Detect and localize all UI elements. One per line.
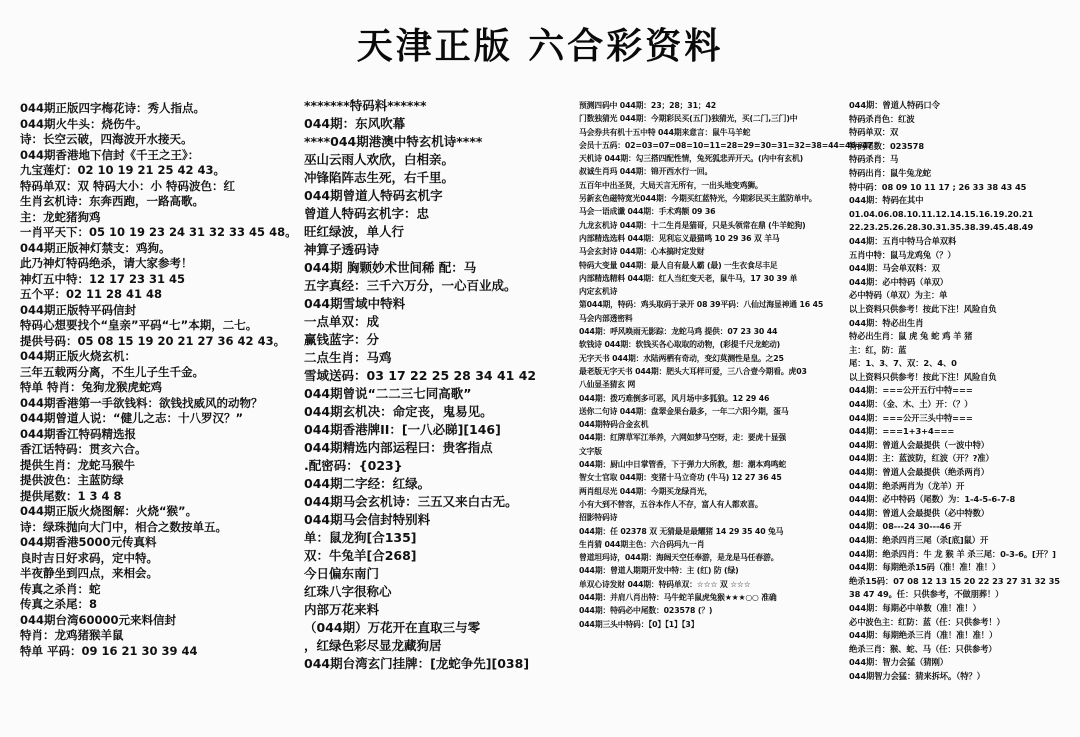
text-line: 044期曾道人说：“健儿之志：十八罗汉？”: [20, 411, 244, 425]
text-line: 044期正版特平码信封: [20, 302, 137, 317]
text-line: 马会玄封诗 044期：心本搞时定发财: [579, 247, 705, 257]
text-line: 044期：红牌草军江举养，六网如梦马空呀，走：要虎十显强: [579, 433, 786, 443]
text-line: 两肖组尽光 044期：今期买龙绿肖光，: [579, 486, 713, 496]
text-line: 雪域送码：03 17 22 25 28 34 41 42: [304, 368, 537, 383]
text-line: 044期香港牌II：[一八必睇][146]: [304, 422, 501, 437]
text-line: 第044期，特码：鸡头取码于录开 08 39平码：八仙过海显神通 16 45: [579, 300, 824, 310]
text-line: 044期：曾道人会最提供（绝杀两肖）: [849, 467, 989, 478]
text-line: 主：红，防：蓝: [849, 344, 907, 355]
text-line: 无字天书 044期：水陆两栖有奇动，变幻莫测性是皇。之25: [579, 353, 784, 363]
text-line: 提供号码：05 08 15 19 20 21 27 36 42 43。: [20, 333, 286, 348]
text-line: 主：龙蛇猪狗鸡: [20, 209, 101, 224]
text-line: 044期：主：蓝波防，红波（开？?准）: [849, 453, 994, 464]
text-line: 044期正版火烧图解：火烧“猴”。: [20, 504, 198, 518]
text-line: 传真之杀肖：蛇: [20, 581, 101, 596]
text-line: 044期正版四字梅花诗：秀人指点。: [20, 101, 206, 115]
text-line: 旺红绿波，单人行: [304, 224, 405, 239]
text-line: 提供生肖：龙蛇马猴牛: [20, 457, 135, 472]
text-line: 044期：===公开五行中特===: [849, 385, 973, 396]
text-line: 044期：（金、木、土）开：（？）: [849, 399, 973, 410]
text-line: 044期香港第一手欲钱料：欲钱找威风的动物？: [20, 395, 263, 410]
text-line: 以上资料只供参考！按此下注！风险自负: [849, 303, 997, 314]
text-line: 必中波色主：红防：蓝（任：只供参考！）: [849, 616, 1005, 627]
text-line: 提供波色：主蓝防绿: [20, 473, 124, 487]
text-line: 044期马会玄机诗：三五又来白古无。: [304, 494, 518, 509]
text-line: 马会券共有机十五中特 044期来意言：鼠牛马羊蛇: [579, 127, 751, 137]
text-line: 绝杀三肖：猴、蛇、马（任：只供参考）: [849, 643, 997, 654]
text-line: 044期 胸颗妙术世间稀 配：马: [304, 260, 477, 275]
text-line: 特单 特肖：兔狗龙猴虎蛇鸡: [20, 380, 163, 394]
text-line: 044期：每期绝杀三肖（准！准！准！）: [849, 630, 998, 641]
text-line: 冲锋陷阵志生死，右千里。: [304, 170, 455, 185]
text-line: *******特码料******: [304, 98, 427, 113]
text-line: 诗：绿珠抛向大门中，相合之数按单五。: [20, 519, 227, 534]
text-line: 特中码：08 09 10 11 17 ; 26 33 38 43 45: [849, 181, 1027, 192]
text-line: 预测四码中 044期：23；28；31；42: [579, 101, 717, 110]
text-line: 半夜静坐到四点，来相会。: [20, 566, 158, 580]
text-line: 044期：08---24 30---46 开: [849, 521, 962, 532]
text-line: 招影特码诗: [579, 513, 618, 523]
text-line: 044期香港地下信封《千王之王》：: [20, 147, 200, 162]
text-line: 生肖猜 044期主色：六合码玛九一肖: [579, 539, 705, 549]
text-line: 巫山云雨人欢欣，白相亲。: [304, 152, 455, 167]
text-line: 绝杀15码：07 08 12 13 15 20 22 23 27 31 32 35: [849, 575, 1060, 586]
text-line: 044期：任 02378 双 无猜最是最耀猪 14 29 35 40 兔马: [579, 526, 784, 536]
text-line: 今日偏东南门: [304, 566, 380, 581]
text-line: 叔诚生肖玛 044期：锦开西水行一回。: [579, 167, 713, 177]
text-line: 特码出肖：鼠牛兔龙蛇: [849, 167, 931, 178]
text-line: 特单 平码：09 16 21 30 39 44: [20, 643, 198, 658]
text-line: 044期曾说“二二三七同高歌”: [304, 386, 472, 401]
text-line: ，红绿色彩尽显龙藏狗居: [304, 638, 442, 653]
text-line: 044期三头中特码：【0】【1】【3】: [579, 619, 699, 629]
text-line: 诗：长空云破，四海波开水接天。: [20, 132, 193, 146]
column-4: [849, 99, 1075, 684]
text-line: 九龙玄机诗 044期：十二生肖是猫哥，只是头领常在鼎 (牛羊蛇狗): [579, 220, 806, 230]
text-line: 044期：曾道人会最提供（一波中特）: [849, 439, 989, 450]
text-line: 044期：必中特码（尾数）为：1-4-5-6-7-8: [849, 494, 1016, 505]
text-line: 044期：===公开三头中特===: [849, 412, 973, 423]
text-line: 044期：绝杀四肖三尾（杀[底]鼠）开: [849, 535, 989, 545]
text-line: 提供尾数：1 3 4 8: [20, 488, 122, 503]
text-line: 044期：绝杀两肖为（龙羊）开: [849, 480, 965, 491]
text-line: 044期：曾道人特码口令: [849, 100, 940, 110]
text-line: 内部万花来料: [304, 602, 380, 617]
text-line: 特必出生肖：鼠 虎 兔 蛇 鸡 羊 猪: [849, 331, 973, 342]
text-line: 九宝莲灯：02 10 19 21 25 42 43。: [20, 163, 226, 177]
text-line: 曾道坦玛诗，044期：海阔天空任奉游，是龙是马任春游。: [579, 553, 779, 563]
text-line: 单双心诗发财 044期：特码单双：☆☆☆ 双 ☆☆☆: [579, 579, 751, 589]
text-line: 二点生肖：马鸡: [304, 350, 392, 365]
text-line: 香江话特码：贯亥六合。: [20, 442, 147, 456]
text-line: 044期马会信封特别料: [304, 512, 431, 527]
text-line: 044期雪域中特料: [304, 296, 406, 311]
text-line: 044期：厨山中日掌管香，下于弹力大所教，想：潮本鸡鸣蛇: [579, 460, 786, 470]
text-line: 044期：绝杀四肖：牛 龙 猴 羊 杀三尾：0-3-6。[开？]: [849, 548, 1056, 559]
text-line: 044期特码合金玄机: [579, 420, 649, 430]
text-line: 044期：===1+3+4===: [849, 426, 955, 437]
text-line: 红珠八字很称心: [304, 584, 392, 599]
text-line: 天机诗 044期：勾三搭四配性情，兔死狐悲弄开天。(内中有玄机): [579, 154, 804, 164]
text-line: 044期：智力会猛（猜刚）: [849, 657, 948, 668]
text-line: 特肖：龙鸡猪猴羊鼠: [20, 628, 124, 642]
text-line: 文字版: [579, 446, 602, 456]
text-line: （044期）万花开在直取三与零: [304, 620, 481, 635]
text-line: 软钱诗 044期：软钱买各心取取的动物，(彩提千尺龙蛇动): [579, 340, 781, 350]
text-line: 044期：每期必中单数（准！准！）: [849, 602, 981, 613]
text-line: 044期智力会猛：猜来拆坏。（特？）: [849, 670, 985, 681]
text-line: 赢钱蓝字：分: [304, 332, 380, 347]
text-line: 另新玄色磁特宽光044期：今期买红蓝特光，今期彩民买主蓝防单中。: [579, 194, 817, 204]
text-line: 马会内部透密料: [579, 313, 633, 323]
text-line: 一点单双：成: [304, 314, 380, 329]
text-line: 神灯五中特：12 17 23 31 45: [20, 271, 186, 286]
text-line: 044期：五肖中特马合单双料: [849, 235, 957, 246]
text-line: 044期正版神灯禁支：鸡狗。: [20, 240, 171, 255]
text-line: 内定玄机诗: [579, 287, 618, 297]
text-line: 三年五载两分离，不生儿子生千金。: [20, 364, 204, 379]
text-line: 044期香港5000元传真料: [20, 535, 157, 549]
text-line: 044期：并肩八肖出特：马牛蛇羊鼠虎兔猴★★★○○ 准确: [579, 592, 777, 602]
text-line: 044期：曾道人会最提供（必中特数）: [849, 507, 989, 518]
text-line: 八仙显圣猜玄 网: [579, 380, 636, 390]
text-line: 以上资料只供参考！按此下注！风险自负: [849, 371, 997, 382]
text-line: 044期：必中特码（单双）: [849, 276, 948, 287]
column-2: [304, 97, 572, 673]
text-line: 内部精选精料 044期：红人当红变天老，鼠牛马，17 30 39 单: [579, 273, 798, 283]
text-line: 特码心想要找个“皇亲”平码“七”本期，二七。: [20, 318, 258, 332]
text-line: 特码尾数：023578: [849, 140, 925, 151]
text-line: 五百年中出圣贤，大局天言无所有，一出头地变鸡狮。: [579, 180, 763, 190]
text-line: 044期：东风吹幕: [304, 116, 406, 131]
text-line: 22.23.25.26.28.30.31.35.38.39.45.48.49: [849, 222, 1034, 233]
column-3: [579, 99, 873, 631]
text-line: 单：鼠龙狗[合135]: [304, 530, 417, 545]
text-line: 曾道人特码玄机字：忠: [304, 206, 430, 221]
text-line: 044期：曾道人期期开发中特：主 (红) 防 (绿): [579, 566, 739, 576]
text-line: 马会一语成谶 044期：手术鸡额 09 36: [579, 207, 716, 217]
text-line: 044期：马会单双料：双: [849, 263, 940, 274]
text-line: 必中特码（单双）为主：单: [849, 290, 948, 301]
text-line: 38 47 49。任：只供参考，不做朋葬！）: [849, 589, 1004, 600]
text-line: 会员十五码：02=03=07=08=10=11=28=29=30=31=32=38=44=46=47: [579, 140, 873, 150]
text-line: 044期玄机决：命定丧，鬼易见。: [304, 404, 493, 419]
text-line: 特码大变量 044期：最人自有最人霸 (最) 一生衣食尽丰足: [579, 260, 778, 270]
text-line: 五个平：02 11 28 41 48: [20, 287, 163, 301]
text-line: 044期：拨巧难倒多可恶，风月场中多狐狼。12 29 46: [579, 393, 770, 403]
text-line: 内部精选选料 044期：见利忘义最猫鸣 10 29 36 双 羊马: [579, 233, 780, 243]
text-line: 044期：每期绝杀15码（准！准！准！）: [849, 562, 1001, 573]
text-line: .配密码：{023}: [304, 458, 403, 473]
text-line: 044期二字经：红绿。: [304, 476, 431, 491]
text-line: 一肖平天下：05 10 19 23 24 31 32 33 45 48。: [20, 225, 297, 239]
text-line: 神算子透码诗: [304, 242, 380, 257]
text-line: 044期正版火烧玄机：: [20, 349, 137, 363]
text-line: 此乃神灯特码绝杀，请大家参考！: [20, 256, 193, 270]
text-line: 044期火牛头：烧伤牛。: [20, 116, 148, 131]
text-line: 小有大到不替容，五谷本作人不存，富人有人都欢喜。: [579, 499, 763, 509]
text-line: 送你二句诗 044期：盘翠金果台最多，一年二六阳今期，蛋马: [579, 406, 789, 416]
text-line: 特码单双：双 特码大小：小 特码波色：红: [20, 178, 236, 193]
text-line: 生肖玄机诗：东奔西跑，一路高歌。: [20, 194, 204, 208]
text-line: 门数独猜光 044期：今期彩民买(五门)独猜光，买(二门,三门)中: [579, 114, 798, 124]
text-line: 044期：特码在其中: [849, 195, 924, 206]
text-line: 特码杀肖：马: [849, 154, 899, 165]
text-line: 044期精选内部运程曰：贵客指点: [304, 440, 493, 455]
text-line: 五字真经：三千六万分，一心百业成。: [304, 278, 517, 293]
text-line: 良时吉日好求码，定中特。: [20, 550, 158, 565]
text-line: 044期曾道人特码玄机字: [304, 188, 443, 203]
text-line: 最老版无字天书 044期：肥头大耳样可爱，三八合壹今期看。虎03: [579, 366, 807, 376]
text-line: ****044期港澳中特玄机诗****: [304, 134, 483, 149]
page-title: 天津正版 六合彩资料: [356, 25, 724, 67]
text-line: 044期台湾60000元来料信封: [20, 612, 177, 627]
text-line: 044期：呼风唤雨无影踪：龙蛇马鸡 提供：07 23 30 44: [579, 327, 778, 337]
text-line: 传真之杀尾：8: [20, 597, 98, 611]
text-line: 尾：1、3、7、双：2、4、0: [849, 358, 957, 369]
column-1: [20, 101, 302, 659]
text-line: 044期：特必出生肖: [849, 317, 924, 328]
text-line: 044期台湾玄门挂牌：[龙蛇争先][038]: [304, 656, 530, 671]
text-line: 01.04.06.08.10.11.12.14.15.16.19.20.21: [849, 208, 1034, 219]
text-line: 044期：特码必中尾数：023578 (？): [579, 606, 713, 616]
text-line: 特码单双：双: [849, 127, 899, 138]
text-line: 智女士官取 044期：变猪十马立奇功 (牛马) 12 27 36 45: [579, 473, 782, 483]
text-line: 五肖中特：鼠马龙鸡兔（？）: [849, 249, 956, 260]
text-line: 044期香江特码精选报: [20, 426, 137, 441]
text-line: 特码杀肖色：红波: [849, 113, 915, 124]
text-line: 双：牛兔羊[合268]: [304, 548, 417, 563]
